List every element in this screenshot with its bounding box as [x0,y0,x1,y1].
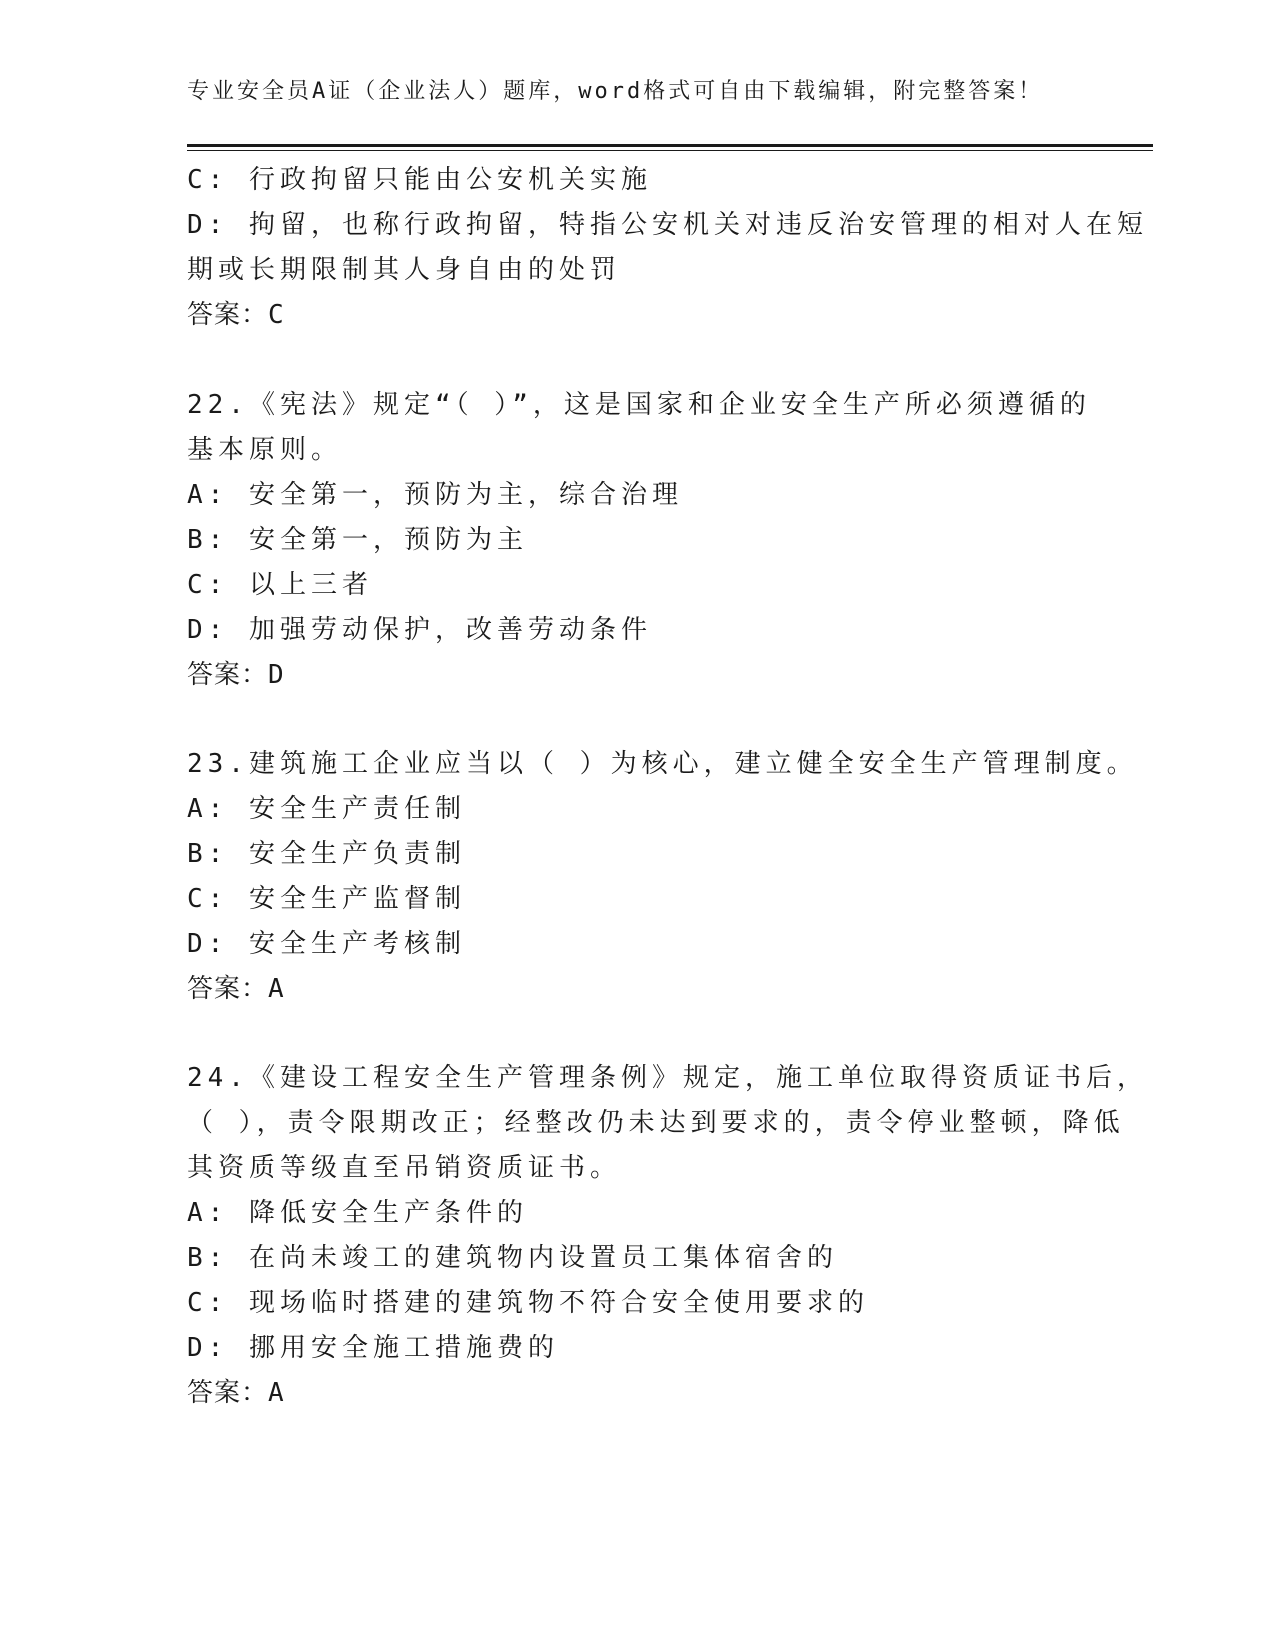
option-d: D: 安全生产考核制 [187,929,466,959]
question-24 [187,1056,1148,1416]
option-d-continued: 期或长期限制其人身自由的处罚 [187,255,622,285]
header-rule-thin [187,150,1153,151]
option-b: B: 安全第一，预防为主 [187,525,528,555]
option-b: B: 安全生产负责制 [187,839,466,869]
answer: 答案：D [187,660,285,690]
option-b: B: 在尚未竣工的建筑物内设置员工集体宿舍的 [187,1243,838,1273]
option-c: C: 安全生产监督制 [187,884,466,914]
question-stem-continued: 其资质等级直至吊销资质证书。 [187,1153,622,1183]
answer: 答案：A [187,974,285,1004]
option-d: D: 拘留，也称行政拘留，特指公安机关对违反治安管理的相对人在短 [187,210,1148,240]
question-22 [187,383,1091,698]
option-d: D: 加强劳动保护，改善劳动条件 [187,615,652,645]
option-d: D: 挪用安全施工措施费的 [187,1333,559,1363]
question-stem-continued: 基本原则。 [187,435,343,465]
header-rule-thick [187,144,1153,147]
option-c: C: 行政拘留只能由公安机关实施 [187,165,652,195]
question-stem-continued: （ ），责令限期改正；经整改仍未达到要求的，责令停业整顿，降低 [187,1108,1125,1138]
option-c: C: 以上三者 [187,570,373,600]
option-a: A: 安全第一，预防为主，综合治理 [187,480,683,510]
question-stem: 23.建筑施工企业应当以（ ）为核心，建立健全安全生产管理制度。 [187,749,1138,779]
document-body [187,158,1148,1416]
option-a: A: 降低安全生产条件的 [187,1198,528,1228]
page-header: 专业安全员A证（企业法人）题库，word格式可自由下载编辑，附完整答案！ [187,79,1044,104]
question-23 [187,742,1138,1012]
answer: 答案：C [187,300,285,330]
question-21-continued [187,158,1148,338]
question-stem: 24.《建设工程安全生产管理条例》规定，施工单位取得资质证书后， [187,1063,1148,1093]
option-a: A: 安全生产责任制 [187,794,466,824]
question-stem: 22.《宪法》规定“（ ）”，这是国家和企业安全生产所必须遵循的 [187,390,1091,420]
option-c: C: 现场临时搭建的建筑物不符合安全使用要求的 [187,1288,869,1318]
answer: 答案：A [187,1378,285,1408]
